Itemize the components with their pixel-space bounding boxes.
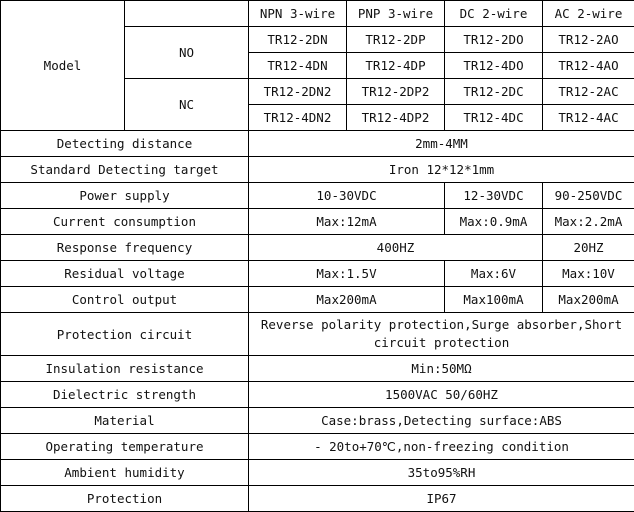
spec-value-operating-temperature: - 20to+70℃,non-freezing condition [249, 434, 634, 460]
model-cell: TR12-4DP [347, 53, 445, 79]
spec-label-insulation-resistance: Insulation resistance [1, 356, 249, 382]
spec-label-control-output: Control output [1, 287, 249, 313]
no-label: NO [125, 27, 249, 79]
spec-value-power-supply-dc3: 10-30VDC [249, 183, 445, 209]
spec-value-response-frequency-ac: 20HZ [543, 235, 634, 261]
spec-value-insulation-resistance: Min:50MΩ [249, 356, 634, 382]
model-cell: TR12-2DP2 [347, 79, 445, 105]
spec-value-power-supply-dc2: 12-30VDC [445, 183, 543, 209]
spec-label-protection: Protection [1, 486, 249, 512]
spec-value-standard-target: Iron 12*12*1mm [249, 157, 634, 183]
spec-label-standard-target: Standard Detecting target [1, 157, 249, 183]
model-cell: TR12-2DO [445, 27, 543, 53]
spec-label-detecting-distance: Detecting distance [1, 131, 249, 157]
model-cell: TR12-4DN [249, 53, 347, 79]
spec-value-control-output-dc2: Max100mA [445, 287, 543, 313]
spec-value-residual-voltage-dc3: Max:1.5V [249, 261, 445, 287]
nc-label: NC [125, 79, 249, 131]
model-label: Model [1, 1, 125, 131]
spec-value-protection-circuit: Reverse polarity protection,Surge absorber,Short circuit protection [249, 313, 634, 356]
spec-label-ambient-humidity: Ambient humidity [1, 460, 249, 486]
model-cell: TR12-2DN [249, 27, 347, 53]
spec-value-residual-voltage-dc2: Max:6V [445, 261, 543, 287]
model-cell: TR12-4DN2 [249, 105, 347, 131]
model-cell: TR12-2AC [543, 79, 634, 105]
spec-value-current-consumption-ac2: Max:2.2mA [543, 209, 634, 235]
model-cell: TR12-4DO [445, 53, 543, 79]
spec-value-control-output-dc3: Max200mA [249, 287, 445, 313]
model-cell: TR12-4AO [543, 53, 634, 79]
model-cell: TR12-4AC [543, 105, 634, 131]
model-cell: TR12-2DN2 [249, 79, 347, 105]
spec-value-protection: IP67 [249, 486, 634, 512]
model-cell: TR12-2DC [445, 79, 543, 105]
col-header-pnp: PNP 3-wire [347, 1, 445, 27]
model-cell: TR12-4DC [445, 105, 543, 131]
spec-label-material: Material [1, 408, 249, 434]
spec-value-response-frequency-dc: 400HZ [249, 235, 543, 261]
spec-value-control-output-ac2: Max200mA [543, 287, 634, 313]
spec-label-power-supply: Power supply [1, 183, 249, 209]
spec-value-ambient-humidity: 35to95%RH [249, 460, 634, 486]
spec-label-current-consumption: Current consumption [1, 209, 249, 235]
spec-value-current-consumption-dc3: Max:12mA [249, 209, 445, 235]
spec-label-residual-voltage: Residual voltage [1, 261, 249, 287]
col-header-dc2: DC 2-wire [445, 1, 543, 27]
spec-label-protection-circuit: Protection circuit [1, 313, 249, 356]
model-cell: TR12-2AO [543, 27, 634, 53]
spec-value-material: Case:brass,Detecting surface:ABS [249, 408, 634, 434]
spec-value-power-supply-ac2: 90-250VDC [543, 183, 634, 209]
spec-value-dielectric-strength: 1500VAC 50/60HZ [249, 382, 634, 408]
model-cell: TR12-2DP [347, 27, 445, 53]
col-header-ac2: AC 2-wire [543, 1, 634, 27]
spec-label-response-frequency: Response frequency [1, 235, 249, 261]
spec-value-current-consumption-dc2: Max:0.9mA [445, 209, 543, 235]
spec-value-residual-voltage-ac2: Max:10V [543, 261, 634, 287]
spec-label-dielectric-strength: Dielectric strength [1, 382, 249, 408]
model-cell: TR12-4DP2 [347, 105, 445, 131]
spec-label-operating-temperature: Operating temperature [1, 434, 249, 460]
spec-value-detecting-distance: 2mm-4MM [249, 131, 634, 157]
blank-header-cell [125, 1, 249, 27]
col-header-npn: NPN 3-wire [249, 1, 347, 27]
